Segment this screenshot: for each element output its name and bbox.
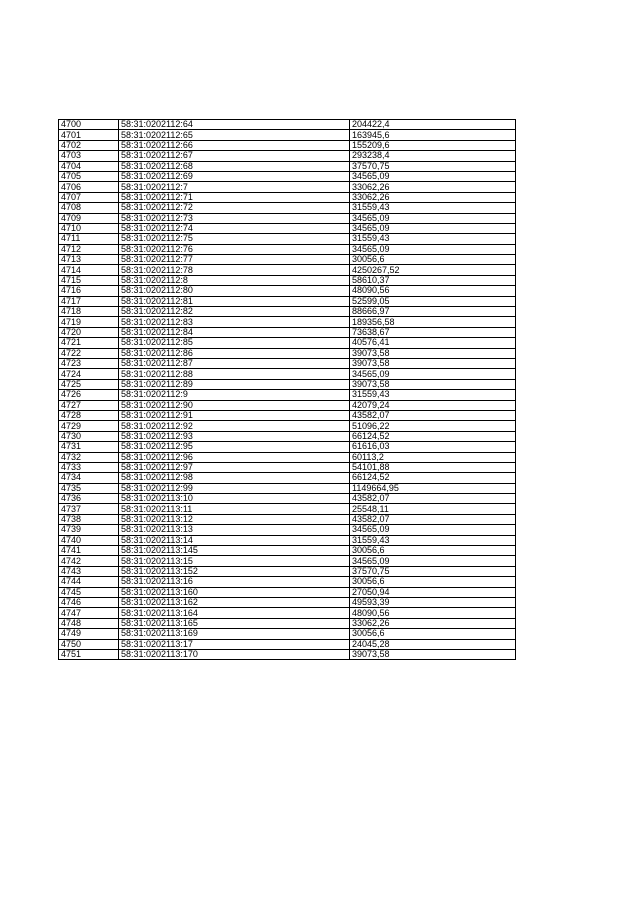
table-row	[59, 182, 516, 192]
table-row	[59, 400, 516, 410]
table-row	[59, 556, 516, 566]
cadastral-number-cell: 58:31:0202112:71	[119, 192, 350, 202]
table-row	[59, 317, 516, 327]
row-number-cell: 4705	[59, 171, 119, 181]
row-number-cell: 4708	[59, 203, 119, 213]
table-row	[59, 514, 516, 524]
cadastral-number-cell: 58:31:0202113:160	[119, 587, 350, 597]
value-cell: 66124,52	[350, 473, 516, 483]
cadastral-number-cell: 58:31:0202112:7	[119, 182, 350, 192]
cadastral-number-cell: 58:31:0202112:87	[119, 358, 350, 368]
row-number-cell: 4736	[59, 494, 119, 504]
row-number-cell: 4706	[59, 182, 119, 192]
table-row	[59, 223, 516, 233]
table-row	[59, 390, 516, 400]
table-row	[59, 161, 516, 171]
table-row	[59, 120, 516, 130]
table-row	[59, 307, 516, 317]
value-cell: 34565,09	[350, 213, 516, 223]
row-number-cell: 4715	[59, 275, 119, 285]
table-row	[59, 649, 516, 659]
table-row	[59, 213, 516, 223]
value-cell: 39073,58	[350, 348, 516, 358]
cadastral-number-cell: 58:31:0202112:78	[119, 265, 350, 275]
row-number-cell: 4751	[59, 649, 119, 659]
row-number-cell: 4744	[59, 577, 119, 587]
table-row	[59, 566, 516, 576]
table-row	[59, 296, 516, 306]
row-number-cell: 4741	[59, 546, 119, 556]
row-number-cell: 4729	[59, 421, 119, 431]
row-number-cell: 4713	[59, 255, 119, 265]
table-row	[59, 442, 516, 452]
table-row	[59, 203, 516, 213]
value-cell: 4250267,52	[350, 265, 516, 275]
cadastral-number-cell: 58:31:0202112:9	[119, 390, 350, 400]
cadastral-number-cell: 58:31:0202113:11	[119, 504, 350, 514]
value-cell: 189356,58	[350, 317, 516, 327]
cadastral-number-cell: 58:31:0202113:169	[119, 629, 350, 639]
value-cell: 43582,07	[350, 514, 516, 524]
value-cell: 31559,43	[350, 535, 516, 545]
cadastral-number-cell: 58:31:0202112:75	[119, 234, 350, 244]
cadastral-number-cell: 58:31:0202112:74	[119, 223, 350, 233]
cadastral-number-cell: 58:31:0202112:85	[119, 338, 350, 348]
table-row	[59, 618, 516, 628]
value-cell: 34565,09	[350, 244, 516, 254]
row-number-cell: 4735	[59, 483, 119, 493]
cadastral-number-cell: 58:31:0202112:67	[119, 151, 350, 161]
table-row	[59, 597, 516, 607]
row-number-cell: 4738	[59, 514, 119, 524]
value-cell: 43582,07	[350, 410, 516, 420]
table-row	[59, 608, 516, 618]
cadastral-number-cell: 58:31:0202113:13	[119, 525, 350, 535]
cadastral-number-cell: 58:31:0202112:80	[119, 286, 350, 296]
cadastral-number-cell: 58:31:0202112:89	[119, 379, 350, 389]
row-number-cell: 4732	[59, 452, 119, 462]
table-row	[59, 535, 516, 545]
cadastral-number-cell: 58:31:0202113:165	[119, 618, 350, 628]
table-row	[59, 327, 516, 337]
value-cell: 204422,4	[350, 120, 516, 130]
table-row	[59, 234, 516, 244]
cadastral-number-cell: 58:31:0202112:65	[119, 130, 350, 140]
row-number-cell: 4747	[59, 608, 119, 618]
table-row	[59, 151, 516, 161]
cadastral-number-cell: 58:31:0202113:145	[119, 546, 350, 556]
table-row	[59, 494, 516, 504]
table-row	[59, 629, 516, 639]
cadastral-number-cell: 58:31:0202113:14	[119, 535, 350, 545]
row-number-cell: 4746	[59, 597, 119, 607]
cadastral-number-cell: 58:31:0202112:84	[119, 327, 350, 337]
table-row	[59, 255, 516, 265]
cadastral-number-cell: 58:31:0202113:17	[119, 639, 350, 649]
row-number-cell: 4734	[59, 473, 119, 483]
row-number-cell: 4737	[59, 504, 119, 514]
row-number-cell: 4749	[59, 629, 119, 639]
value-cell: 37570,75	[350, 161, 516, 171]
row-number-cell: 4724	[59, 369, 119, 379]
table-row	[59, 171, 516, 181]
value-cell: 34565,09	[350, 171, 516, 181]
row-number-cell: 4745	[59, 587, 119, 597]
value-cell: 24045,28	[350, 639, 516, 649]
table-row	[59, 473, 516, 483]
table-row	[59, 525, 516, 535]
table-row	[59, 546, 516, 556]
row-number-cell: 4714	[59, 265, 119, 275]
value-cell: 54101,88	[350, 462, 516, 472]
table-row	[59, 275, 516, 285]
row-number-cell: 4702	[59, 140, 119, 150]
cadastral-number-cell: 58:31:0202113:12	[119, 514, 350, 524]
cadastral-number-cell: 58:31:0202112:98	[119, 473, 350, 483]
row-number-cell: 4723	[59, 358, 119, 368]
cadastral-number-cell: 58:31:0202113:170	[119, 649, 350, 659]
value-cell: 25548,11	[350, 504, 516, 514]
value-cell: 30056,6	[350, 629, 516, 639]
value-cell: 31559,43	[350, 234, 516, 244]
value-cell: 88666,97	[350, 307, 516, 317]
value-cell: 30056,6	[350, 577, 516, 587]
value-cell: 34565,09	[350, 556, 516, 566]
cadastral-number-cell: 58:31:0202112:77	[119, 255, 350, 265]
row-number-cell: 4711	[59, 234, 119, 244]
value-cell: 73638,67	[350, 327, 516, 337]
cadastral-number-cell: 58:31:0202112:76	[119, 244, 350, 254]
table-row	[59, 369, 516, 379]
table-row	[59, 577, 516, 587]
value-cell: 58610,37	[350, 275, 516, 285]
cadastral-number-cell: 58:31:0202112:92	[119, 421, 350, 431]
value-cell: 30056,6	[350, 546, 516, 556]
cadastral-number-cell: 58:31:0202113:16	[119, 577, 350, 587]
cadastral-number-cell: 58:31:0202112:82	[119, 307, 350, 317]
cadastral-number-cell: 58:31:0202113:162	[119, 597, 350, 607]
value-cell: 66124,52	[350, 431, 516, 441]
value-cell: 48090,56	[350, 608, 516, 618]
row-number-cell: 4716	[59, 286, 119, 296]
row-number-cell: 4740	[59, 535, 119, 545]
row-number-cell: 4700	[59, 120, 119, 130]
table-row	[59, 483, 516, 493]
row-number-cell: 4701	[59, 130, 119, 140]
cadastral-number-cell: 58:31:0202113:152	[119, 566, 350, 576]
table-row	[59, 140, 516, 150]
row-number-cell: 4720	[59, 327, 119, 337]
row-number-cell: 4730	[59, 431, 119, 441]
cadastral-value-table	[58, 119, 516, 660]
table-row	[59, 338, 516, 348]
table-row	[59, 452, 516, 462]
value-cell: 43582,07	[350, 494, 516, 504]
row-number-cell: 4739	[59, 525, 119, 535]
value-cell: 34565,09	[350, 223, 516, 233]
cadastral-number-cell: 58:31:0202112:64	[119, 120, 350, 130]
row-number-cell: 4726	[59, 390, 119, 400]
row-number-cell: 4743	[59, 566, 119, 576]
cadastral-number-cell: 58:31:0202113:10	[119, 494, 350, 504]
value-cell: 52599,05	[350, 296, 516, 306]
table-row	[59, 504, 516, 514]
value-cell: 33062,26	[350, 182, 516, 192]
value-cell: 40576,41	[350, 338, 516, 348]
row-number-cell: 4717	[59, 296, 119, 306]
row-number-cell: 4728	[59, 410, 119, 420]
row-number-cell: 4709	[59, 213, 119, 223]
cadastral-number-cell: 58:31:0202112:81	[119, 296, 350, 306]
value-cell: 51096,22	[350, 421, 516, 431]
table-body	[59, 120, 516, 660]
value-cell: 39073,58	[350, 379, 516, 389]
row-number-cell: 4731	[59, 442, 119, 452]
value-cell: 39073,58	[350, 649, 516, 659]
table-row	[59, 192, 516, 202]
cadastral-number-cell: 58:31:0202113:164	[119, 608, 350, 618]
table-row	[59, 130, 516, 140]
cadastral-number-cell: 58:31:0202112:91	[119, 410, 350, 420]
table-row	[59, 462, 516, 472]
row-number-cell: 4742	[59, 556, 119, 566]
cadastral-number-cell: 58:31:0202112:8	[119, 275, 350, 285]
cadastral-number-cell: 58:31:0202112:97	[119, 462, 350, 472]
cadastral-number-cell: 58:31:0202112:83	[119, 317, 350, 327]
cadastral-number-cell: 58:31:0202112:95	[119, 442, 350, 452]
value-cell: 48090,56	[350, 286, 516, 296]
table-row	[59, 421, 516, 431]
table-row	[59, 286, 516, 296]
table-row	[59, 379, 516, 389]
cadastral-number-cell: 58:31:0202112:96	[119, 452, 350, 462]
row-number-cell: 4725	[59, 379, 119, 389]
cadastral-number-cell: 58:31:0202112:72	[119, 203, 350, 213]
cadastral-number-cell: 58:31:0202112:90	[119, 400, 350, 410]
row-number-cell: 4722	[59, 348, 119, 358]
table-row	[59, 348, 516, 358]
value-cell: 37570,75	[350, 566, 516, 576]
cadastral-number-cell: 58:31:0202112:68	[119, 161, 350, 171]
table-row	[59, 431, 516, 441]
cadastral-number-cell: 58:31:0202112:88	[119, 369, 350, 379]
row-number-cell: 4750	[59, 639, 119, 649]
row-number-cell: 4721	[59, 338, 119, 348]
table-row	[59, 265, 516, 275]
value-cell: 31559,43	[350, 390, 516, 400]
value-cell: 1149664,95	[350, 483, 516, 493]
value-cell: 61616,03	[350, 442, 516, 452]
table-row	[59, 244, 516, 254]
value-cell: 42079,24	[350, 400, 516, 410]
row-number-cell: 4707	[59, 192, 119, 202]
table-row	[59, 410, 516, 420]
cadastral-number-cell: 58:31:0202112:73	[119, 213, 350, 223]
value-cell: 34565,09	[350, 525, 516, 535]
value-cell: 33062,26	[350, 618, 516, 628]
value-cell: 39073,58	[350, 358, 516, 368]
value-cell: 163945,6	[350, 130, 516, 140]
value-cell: 155209,6	[350, 140, 516, 150]
cadastral-number-cell: 58:31:0202112:66	[119, 140, 350, 150]
cadastral-number-cell: 58:31:0202113:15	[119, 556, 350, 566]
value-cell: 293238,4	[350, 151, 516, 161]
row-number-cell: 4712	[59, 244, 119, 254]
value-cell: 49593,39	[350, 597, 516, 607]
row-number-cell: 4733	[59, 462, 119, 472]
value-cell: 60113,2	[350, 452, 516, 462]
row-number-cell: 4719	[59, 317, 119, 327]
row-number-cell: 4704	[59, 161, 119, 171]
value-cell: 30056,6	[350, 255, 516, 265]
cadastral-number-cell: 58:31:0202112:99	[119, 483, 350, 493]
value-cell: 33062,26	[350, 192, 516, 202]
table-row	[59, 587, 516, 597]
value-cell: 34565,09	[350, 369, 516, 379]
table-row	[59, 639, 516, 649]
cadastral-number-cell: 58:31:0202112:69	[119, 171, 350, 181]
value-cell: 27050,94	[350, 587, 516, 597]
row-number-cell: 4748	[59, 618, 119, 628]
row-number-cell: 4727	[59, 400, 119, 410]
row-number-cell: 4710	[59, 223, 119, 233]
value-cell: 31559,43	[350, 203, 516, 213]
cadastral-number-cell: 58:31:0202112:93	[119, 431, 350, 441]
row-number-cell: 4703	[59, 151, 119, 161]
table-row	[59, 358, 516, 368]
cadastral-number-cell: 58:31:0202112:86	[119, 348, 350, 358]
row-number-cell: 4718	[59, 307, 119, 317]
